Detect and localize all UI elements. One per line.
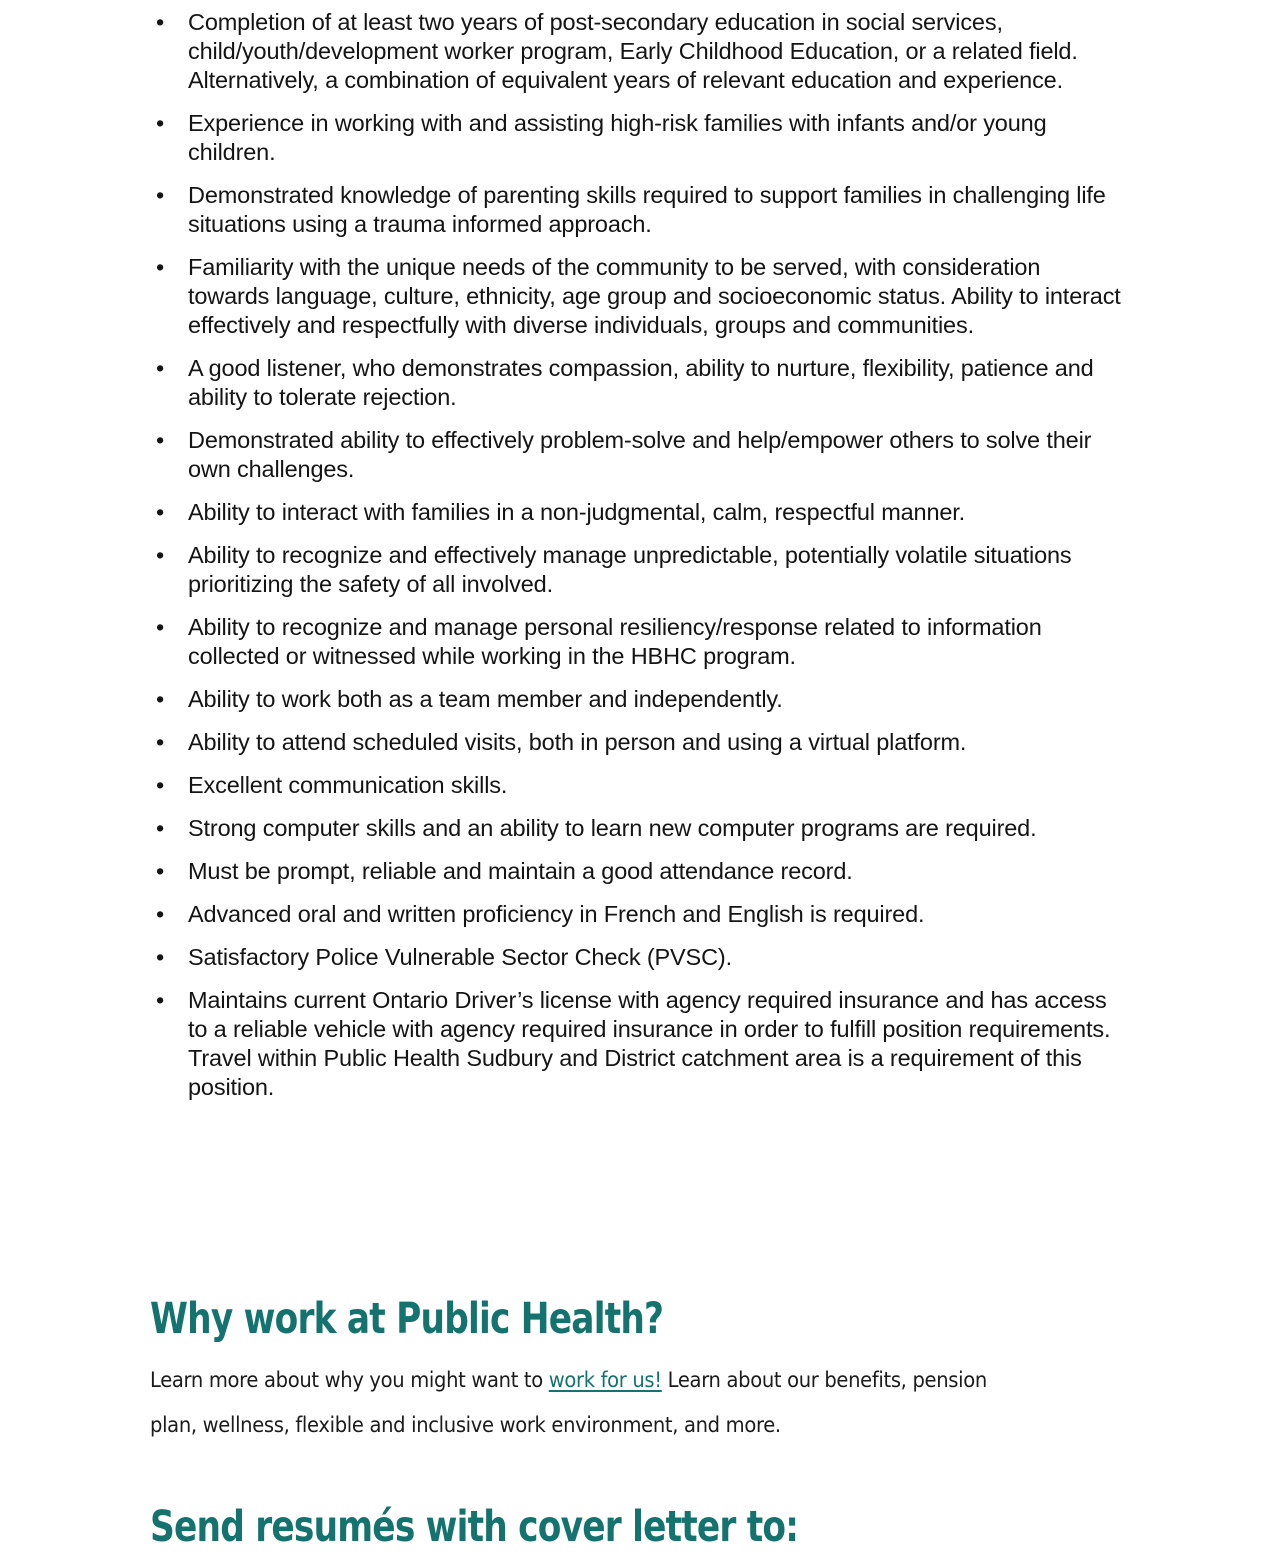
qualification-item-text: Maintains current Ontario Driver’s license with agency required insurance and has access to a reliable vehicle with agency required insurance in order to fulfill position requirements. Travel within Public Health Sudbury and District catchment area is a requirement of this position. (188, 987, 1111, 1100)
qualifications-list (150, 8, 1125, 1116)
qualification-item-text: Demonstrated knowledge of parenting skills required to support families in challenging life situations using a trauma informed approach. (188, 182, 1106, 237)
qualification-item-text: Experience in working with and assisting high-risk families with infants and/or young children. (188, 110, 1047, 165)
bullet-icon: • (156, 815, 165, 841)
bullet-icon: • (156, 944, 165, 970)
qualification-item (150, 354, 1125, 412)
bullet-icon: • (156, 901, 165, 927)
qualification-item-text: Excellent communication skills. (188, 772, 508, 798)
qualification-item (150, 857, 1125, 886)
qualification-item (150, 986, 1125, 1102)
qualification-item-text: Advanced oral and written proficiency in French and English is required. (188, 901, 925, 927)
qualification-item (150, 900, 1125, 929)
qualification-item (150, 253, 1125, 340)
bullet-icon: • (156, 614, 165, 640)
qualification-item (150, 541, 1125, 599)
qualification-item (150, 728, 1125, 757)
bullet-icon: • (156, 427, 165, 453)
bullet-icon: • (156, 110, 165, 136)
bullet-icon: • (156, 499, 165, 525)
bullet-icon: • (156, 254, 165, 280)
qualification-item (150, 943, 1125, 972)
qualification-item-text: Completion of at least two years of post-secondary education in social services, child/youth/development worker program, Early Childhood Education, or a related field. Alternatively, a combination of equivalent years of relevant education and experience. (188, 9, 1078, 93)
why-work-paragraph (150, 1358, 1024, 1448)
qualification-item-text: Ability to attend scheduled visits, both in person and using a virtual platform. (188, 729, 967, 755)
paragraph-text-before-link: Learn more about why you might want to (150, 1368, 549, 1392)
qualification-item-text: A good listener, who demonstrates compassion, ability to nurture, flexibility, patience and ability to tolerate rejection. (188, 355, 1094, 410)
qualification-item (150, 181, 1125, 239)
paragraph-text-after-link: Learn about our benefits, pension plan, wellness, flexible and inclusive work environment, and more. (150, 1368, 987, 1437)
bullet-icon: • (156, 9, 165, 35)
qualification-item-text: Ability to recognize and manage personal resiliency/response related to information collected or witnessed while working in the HBHC program. (188, 614, 1042, 669)
bullet-icon: • (156, 987, 165, 1013)
bullet-icon: • (156, 182, 165, 208)
qualification-item (150, 109, 1125, 167)
bullet-icon: • (156, 858, 165, 884)
qualification-item-text: Demonstrated ability to effectively problem-solve and help/empower others to solve their own challenges. (188, 427, 1092, 482)
qualification-item-text: Ability to work both as a team member and independently. (188, 686, 783, 712)
qualification-item (150, 498, 1125, 527)
qualification-item-text: Must be prompt, reliable and maintain a good attendance record. (188, 858, 853, 884)
qualification-item (150, 814, 1125, 843)
bullet-icon: • (156, 355, 165, 381)
section-heading-why-work: Why work at Public Health? (150, 1293, 664, 1344)
bullet-icon: • (156, 729, 165, 755)
work-for-us-link[interactable]: work for us! (548, 1368, 662, 1392)
qualification-item (150, 613, 1125, 671)
qualification-item-text: Ability to recognize and effectively manage unpredictable, potentially volatile situations prioritizing the safety of all involved. (188, 542, 1072, 597)
qualification-item (150, 685, 1125, 714)
qualification-item (150, 8, 1125, 95)
bullet-icon: • (156, 772, 165, 798)
section-heading-send-resumes: Send resumés with cover letter to: (150, 1501, 799, 1552)
qualification-item-text: Strong computer skills and an ability to learn new computer programs are required. (188, 815, 1037, 841)
bullet-icon: • (156, 686, 165, 712)
qualification-item-text: Satisfactory Police Vulnerable Sector Check (PVSC). (188, 944, 732, 970)
qualification-item (150, 771, 1125, 800)
qualification-item-text: Ability to interact with families in a non-judgmental, calm, respectful manner. (188, 499, 966, 525)
bullet-icon: • (156, 542, 165, 568)
qualification-item-text: Familiarity with the unique needs of the community to be served, with consideration towards language, culture, ethnicity, age group and socioeconomic status. Ability to interact effectively and respectfully with diverse individuals, groups and communities. (188, 254, 1121, 338)
qualification-item (150, 426, 1125, 484)
